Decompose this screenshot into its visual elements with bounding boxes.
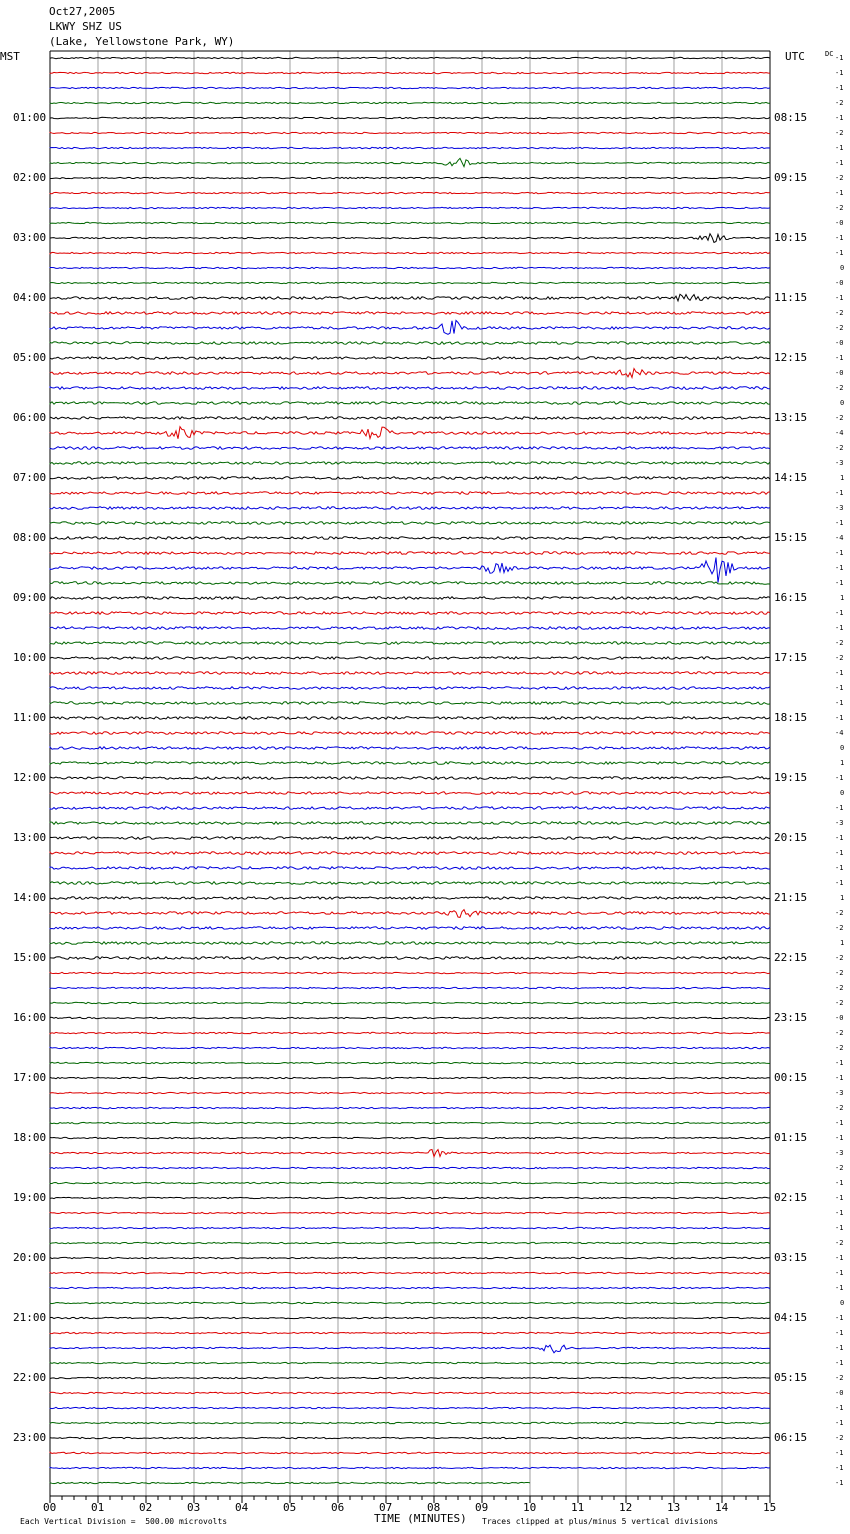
dc-offset-label: -0 [835, 369, 844, 377]
dc-offset-label: -1 [835, 1134, 844, 1142]
trace-34 [50, 552, 770, 555]
time-tick-label: 02 [139, 1501, 153, 1514]
trace-23 [50, 387, 770, 390]
trace-14 [50, 252, 770, 253]
dc-offset-label: -1 [835, 1479, 844, 1487]
trace-66 [50, 1032, 770, 1033]
utc-hour-label: 14:15 [774, 471, 808, 484]
time-tick-label: 14 [715, 1501, 729, 1514]
trace-85 [50, 1317, 770, 1318]
trace-58 [50, 910, 770, 918]
dc-offset-label: 0 [840, 744, 845, 752]
mst-hour-label: 12:00 [13, 771, 47, 784]
trace-41 [50, 657, 770, 660]
x-axis-title: TIME (MINUTES) [374, 1512, 467, 1525]
dc-offset-label: -1 [835, 774, 844, 782]
trace-44 [50, 702, 770, 705]
dc-offset-label: -1 [835, 1404, 844, 1412]
time-tick-label: 04 [235, 1501, 249, 1514]
trace-71 [50, 1107, 770, 1108]
time-tick-label: 12 [619, 1501, 633, 1514]
mst-hour-label: 02:00 [13, 171, 47, 184]
utc-hour-label: 04:15 [774, 1311, 808, 1324]
dc-label: DC [825, 50, 834, 58]
mst-hour-label: 05:00 [13, 351, 47, 364]
trace-70 [50, 1092, 770, 1093]
trace-9 [50, 177, 770, 178]
dc-offset-label: -1 [835, 579, 844, 587]
time-tick-label: 09 [475, 1501, 489, 1514]
time-tick-label: 10 [523, 1501, 537, 1514]
trace-60 [50, 942, 770, 945]
dc-offset-label: -1 [835, 699, 844, 707]
dc-offset-label: 1 [840, 759, 845, 767]
dc-offset-label: -1 [835, 84, 844, 92]
dc-offset-label: -1 [835, 159, 844, 167]
trace-37 [50, 597, 770, 600]
dc-offset-label: -2 [835, 924, 844, 932]
mst-hour-label: 17:00 [13, 1071, 47, 1084]
trace-67 [50, 1047, 770, 1048]
trace-22 [50, 369, 770, 378]
trace-49 [50, 777, 770, 780]
dc-offset-label: -1 [835, 849, 844, 857]
time-axis [50, 1496, 770, 1503]
dc-offset-label: -1 [835, 144, 844, 152]
dc-offset-label: -1 [835, 624, 844, 632]
trace-38 [50, 612, 770, 615]
trace-69 [50, 1077, 770, 1078]
trace-80 [50, 1242, 770, 1243]
dc-offset-label: -2 [835, 1029, 844, 1037]
dc-offset-label: -1 [835, 1344, 844, 1352]
trace-42 [50, 672, 770, 675]
trace-63 [50, 987, 770, 988]
time-tick-label: 13 [667, 1501, 681, 1514]
chart-title-location: (Lake, Yellowstone Park, WY) [49, 35, 235, 48]
trace-52 [50, 822, 770, 825]
dc-offset-label: -1 [835, 804, 844, 812]
utc-hour-label: 02:15 [774, 1191, 808, 1204]
mst-hour-label: 20:00 [13, 1251, 47, 1264]
dc-offset-label: -1 [835, 294, 844, 302]
trace-57 [50, 897, 770, 900]
dc-offset-label: 1 [840, 894, 845, 902]
dc-offset-label: -3 [835, 819, 844, 827]
trace-90 [50, 1392, 770, 1393]
trace-26 [50, 427, 770, 439]
mst-hour-label: 21:00 [13, 1311, 47, 1324]
trace-48 [50, 762, 770, 765]
trace-3 [50, 87, 770, 88]
mst-hour-label: 23:00 [13, 1431, 47, 1444]
utc-hour-label: 06:15 [774, 1431, 808, 1444]
utc-hour-label: 13:15 [774, 411, 808, 424]
dc-offset-label: -0 [835, 219, 844, 227]
dc-offset-label: -4 [835, 729, 844, 737]
dc-offset-label: -1 [835, 54, 844, 62]
time-tick-label: 15 [763, 1501, 777, 1514]
dc-offset-label: 0 [840, 789, 845, 797]
mst-hour-label: 11:00 [13, 711, 47, 724]
trace-81 [50, 1257, 770, 1258]
dc-offset-label: -2 [835, 414, 844, 422]
utc-hour-label: 09:15 [774, 171, 808, 184]
left-axis-label: MST [0, 50, 20, 63]
dc-offset-label: -2 [835, 1044, 844, 1052]
dc-offset-label: -3 [835, 1089, 844, 1097]
dc-offset-label: -2 [835, 909, 844, 917]
dc-offset-label: -1 [835, 1269, 844, 1277]
dc-offset-label: -2 [835, 444, 844, 452]
dc-offset-label: -1 [835, 879, 844, 887]
trace-72 [50, 1122, 770, 1123]
trace-32 [50, 522, 770, 525]
trace-78 [50, 1212, 770, 1213]
trace-68 [50, 1062, 770, 1063]
dc-offset-label: -3 [835, 459, 844, 467]
trace-47 [50, 747, 770, 750]
clip-note: Traces clipped at plus/minus 5 vertical divisions [482, 1517, 719, 1526]
time-tick-label: 11 [571, 1501, 585, 1514]
dc-offset-label: -1 [835, 714, 844, 722]
mst-hour-label: 13:00 [13, 831, 47, 844]
dc-offset-label: -1 [835, 354, 844, 362]
trace-25 [50, 417, 770, 420]
trace-13 [50, 234, 770, 243]
dc-offset-label: -2 [835, 1239, 844, 1247]
trace-31 [50, 507, 770, 510]
dc-offset-label: -2 [835, 309, 844, 317]
trace-51 [50, 807, 770, 810]
utc-hour-label: 23:15 [774, 1011, 808, 1024]
dc-offset-label: 0 [840, 399, 845, 407]
mst-hour-label: 15:00 [13, 951, 47, 964]
time-tick-label: 07 [379, 1501, 393, 1514]
dc-offset-label: -1 [835, 69, 844, 77]
utc-hour-label: 05:15 [774, 1371, 808, 1384]
trace-55 [50, 867, 770, 870]
dc-offset-label: -1 [835, 1284, 844, 1292]
trace-62 [50, 972, 770, 973]
mst-hour-label: 07:00 [13, 471, 47, 484]
trace-35 [50, 557, 770, 582]
trace-15 [50, 267, 770, 268]
dc-offset-label: -2 [835, 384, 844, 392]
chart-title-station: LKWY SHZ US [49, 20, 122, 33]
trace-28 [50, 462, 770, 465]
trace-8 [50, 158, 770, 166]
trace-79 [50, 1227, 770, 1228]
seismic-traces [50, 57, 770, 1483]
time-tick-label: 06 [331, 1501, 345, 1514]
trace-24 [50, 402, 770, 405]
dc-offset-label: -1 [835, 114, 844, 122]
dc-offset-label: -3 [835, 504, 844, 512]
dc-offset-label: -1 [835, 1194, 844, 1202]
trace-19 [50, 320, 770, 334]
trace-93 [50, 1437, 770, 1438]
dc-offset-label: -1 [835, 1254, 844, 1262]
trace-65 [50, 1017, 770, 1018]
dc-offset-label: -2 [835, 984, 844, 992]
trace-94 [50, 1452, 770, 1453]
dc-offset-label: -4 [835, 534, 844, 542]
dc-offset-label: 1 [840, 594, 845, 602]
dc-offset-label: -1 [835, 864, 844, 872]
mst-hour-label: 06:00 [13, 411, 47, 424]
time-tick-label: 01 [91, 1501, 105, 1514]
dc-offset-label: -0 [835, 1389, 844, 1397]
utc-hour-label: 16:15 [774, 591, 808, 604]
trace-77 [50, 1197, 770, 1198]
mst-hour-label: 03:00 [13, 231, 47, 244]
trace-84 [50, 1302, 770, 1303]
dc-offset-label: -0 [835, 339, 844, 347]
mst-hour-label: 08:00 [13, 531, 47, 544]
dc-offset-label: -4 [835, 429, 844, 437]
dc-offset-label: -2 [835, 639, 844, 647]
trace-45 [50, 717, 770, 720]
time-tick-label: 00 [43, 1501, 57, 1514]
dc-offset-label: -1 [835, 189, 844, 197]
mst-hour-label: 01:00 [13, 111, 47, 124]
trace-43 [50, 687, 770, 690]
trace-29 [50, 477, 770, 480]
dc-offset-label: -2 [835, 999, 844, 1007]
utc-hour-label: 10:15 [774, 231, 808, 244]
utc-hour-label: 19:15 [774, 771, 808, 784]
trace-46 [50, 732, 770, 735]
mst-hour-label: 22:00 [13, 1371, 47, 1384]
dc-offset-label: -1 [835, 234, 844, 242]
dc-offset-label: 1 [840, 939, 845, 947]
trace-74 [50, 1149, 770, 1156]
trace-75 [50, 1167, 770, 1168]
trace-91 [50, 1407, 770, 1408]
dc-offset-label: 0 [840, 264, 845, 272]
trace-4 [50, 102, 770, 103]
dc-offset-label: -1 [835, 1359, 844, 1367]
trace-20 [50, 342, 770, 345]
mst-hour-label: 10:00 [13, 651, 47, 664]
dc-offset-label: -1 [835, 1314, 844, 1322]
dc-offset-label: -1 [835, 1074, 844, 1082]
utc-hour-label: 03:15 [774, 1251, 808, 1264]
mst-hour-label: 09:00 [13, 591, 47, 604]
trace-82 [50, 1272, 770, 1273]
trace-30 [50, 492, 770, 495]
dc-offset-label: -0 [835, 1014, 844, 1022]
utc-hour-label: 08:15 [774, 111, 808, 124]
mst-hour-label: 19:00 [13, 1191, 47, 1204]
mst-hour-label: 04:00 [13, 291, 47, 304]
trace-11 [50, 207, 770, 208]
utc-hour-label: 00:15 [774, 1071, 808, 1084]
trace-59 [50, 927, 770, 930]
mst-hour-label: 18:00 [13, 1131, 47, 1144]
dc-offset-label: -3 [835, 1149, 844, 1157]
dc-offset-label: -1 [835, 1329, 844, 1337]
dc-offset-label: -1 [835, 1179, 844, 1187]
dc-offset-label: -2 [835, 954, 844, 962]
dc-offset-label: -1 [835, 834, 844, 842]
trace-56 [50, 882, 770, 885]
trace-73 [50, 1137, 770, 1138]
trace-7 [50, 147, 770, 148]
trace-18 [50, 312, 770, 315]
trace-17 [50, 294, 770, 301]
trace-1 [50, 57, 770, 58]
utc-hour-label: 20:15 [774, 831, 808, 844]
dc-offset-label: -1 [835, 609, 844, 617]
dc-offset-label: -2 [835, 174, 844, 182]
utc-hour-label: 17:15 [774, 651, 808, 664]
dc-offset-label: -1 [835, 1449, 844, 1457]
dc-offset-label: -2 [835, 1434, 844, 1442]
mst-hour-label: 14:00 [13, 891, 47, 904]
trace-39 [50, 627, 770, 630]
right-axis-label: UTC [785, 50, 805, 63]
trace-83 [50, 1287, 770, 1288]
trace-76 [50, 1182, 770, 1183]
dc-offset-label: -2 [835, 1374, 844, 1382]
dc-offset-label: -2 [835, 324, 844, 332]
trace-10 [50, 192, 770, 193]
trace-21 [50, 357, 770, 360]
time-tick-label: 08 [427, 1501, 441, 1514]
mst-hour-label: 16:00 [13, 1011, 47, 1024]
dc-offset-label: -1 [835, 684, 844, 692]
dc-offset-label: -1 [835, 519, 844, 527]
dc-offset-label: -2 [835, 969, 844, 977]
trace-16 [50, 282, 770, 283]
utc-hour-label: 11:15 [774, 291, 808, 304]
trace-33 [50, 537, 770, 540]
utc-hour-label: 01:15 [774, 1131, 808, 1144]
trace-88 [50, 1362, 770, 1363]
dc-offset-label: -2 [835, 654, 844, 662]
trace-6 [50, 132, 770, 133]
dc-offset-label: -1 [835, 1059, 844, 1067]
trace-89 [50, 1377, 770, 1378]
trace-36 [50, 582, 770, 585]
dc-offset-label: -1 [835, 564, 844, 572]
trace-12 [50, 222, 770, 223]
dc-offset-label: -1 [835, 249, 844, 257]
chart-title-date: Oct27,2005 [49, 5, 116, 18]
trace-2 [50, 72, 770, 73]
dc-offset-label: -1 [835, 1119, 844, 1127]
trace-5 [50, 117, 770, 118]
trace-50 [50, 792, 770, 795]
dc-offset-label: -2 [835, 129, 844, 137]
dc-offset-label: -2 [835, 1164, 844, 1172]
dc-offset-label: -2 [835, 1104, 844, 1112]
trace-40 [50, 642, 770, 645]
dc-offset-label: -1 [835, 549, 844, 557]
dc-offset-label: -1 [835, 1464, 844, 1472]
utc-hour-label: 22:15 [774, 951, 808, 964]
trace-54 [50, 852, 770, 855]
dc-offset-label: 0 [840, 1299, 845, 1307]
dc-offset-label: -0 [835, 279, 844, 287]
dc-offset-label: -1 [835, 1419, 844, 1427]
dc-offset-label: -1 [835, 669, 844, 677]
trace-87 [50, 1345, 770, 1353]
utc-hour-label: 12:15 [774, 351, 808, 364]
trace-27 [50, 447, 770, 450]
time-tick-label: 05 [283, 1501, 297, 1514]
utc-hour-label: 21:15 [774, 891, 808, 904]
utc-hour-label: 15:15 [774, 531, 808, 544]
trace-64 [50, 1002, 770, 1003]
utc-hour-label: 18:15 [774, 711, 808, 724]
trace-95 [50, 1467, 770, 1468]
time-tick-label: 03 [187, 1501, 201, 1514]
trace-92 [50, 1422, 770, 1423]
trace-61 [50, 957, 770, 960]
dc-offset-label: 1 [840, 474, 845, 482]
dc-offset-label: -2 [835, 99, 844, 107]
dc-offset-label: -2 [835, 204, 844, 212]
trace-53 [50, 837, 770, 840]
dc-offset-label: -1 [835, 1224, 844, 1232]
trace-86 [50, 1332, 770, 1333]
scale-note: Each Vertical Division = 500.00 microvolts [20, 1517, 228, 1526]
dc-offset-label: -1 [835, 1209, 844, 1217]
dc-offset-label: -1 [835, 489, 844, 497]
